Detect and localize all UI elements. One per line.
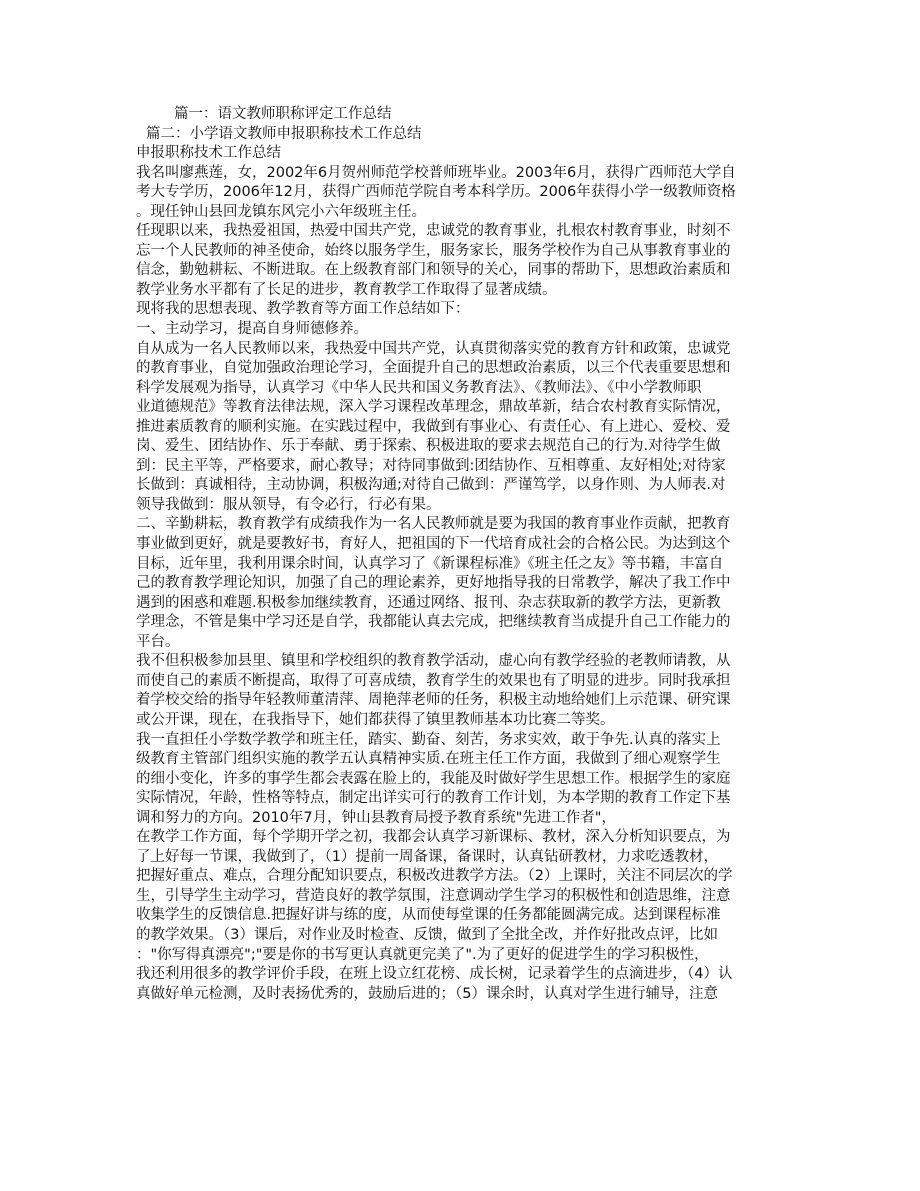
paragraph-line: 我一直担任小学数学教学和班主任，踏实、勤奋、刻苦，务求实效，敢于争先.认真的落实上 bbox=[136, 731, 721, 748]
paragraph-line: 到：民主平等，严格要求，耐心教导；对待同事做到:团结协作、互相尊重、友好相处;对待家 bbox=[136, 457, 726, 474]
paragraph-line: 信念，勤勉耕耘、不断进取。在上级教育部门和领导的关心，同事的帮助下，思想政治素质和 bbox=[136, 262, 731, 279]
paragraph-line: 岗、爱生、团结协作、乐于奉献、勇于探索、积极进取的要求去规范自己的行为.对待学生做 bbox=[136, 438, 721, 455]
paragraph bbox=[136, 515, 786, 652]
paragraph-line: 调和努力的方向。2010年7月，钟山县教育局授予教育系统"先进工作者"， bbox=[136, 809, 616, 826]
paragraph-line: 领导我做到：服从领导，有令必行，行必有果。 bbox=[136, 496, 441, 513]
paragraph-line: 推进素质教育的顺利实施。在实践过程中，我做到有事业心、有责任心、有上进心、爱校、爱 bbox=[136, 418, 731, 435]
heading-part-one: 篇一：语文教师职称评定工作总结 bbox=[174, 106, 392, 122]
paragraph-line: 事业做到更好，就是要教好书，育好人，把祖国的下一代培育成社会的合格公民。为达到这个 bbox=[136, 536, 731, 553]
paragraph-line: 真做好单元检测，及时表扬优秀的，鼓励后进的；（5）课余时，认真对学生进行辅导，注意 bbox=[136, 985, 718, 1002]
document-body bbox=[136, 105, 786, 1004]
heading-part-two: 篇二：小学语文教师申报职称技术工作总结 bbox=[146, 125, 422, 142]
paragraph-line: 业道德规范》等教育法律法规，深入学习课程改革理念，鼎故革新，结合农村教育实际情况， bbox=[136, 399, 731, 416]
paragraph-line: 考大专学历，2006年12月，获得广西师范学院自考本科学历。2006年获得小学一级教师资格 bbox=[136, 184, 736, 201]
paragraph-line: 二、辛勤耕耘，教育教学有成绩我作为一名人民教师就是要为我国的教育事业作贡献，把教育 bbox=[136, 516, 731, 533]
paragraph bbox=[136, 828, 786, 1004]
paragraph-line: 的细小变化，许多的事学生都会表露在脸上的，我能及时做好学生思想工作。根据学生的家庭 bbox=[136, 770, 731, 787]
paragraph-line: 任现职以来，我热爱祖国，热爱中国共产党，忠诚党的教育事业，扎根农村教育事业，时刻不 bbox=[136, 223, 731, 240]
paragraph-line: 科学发展观为指导，认真学习《中华人民共和国义务教育法》、《教师法》、《中小学教师职 bbox=[136, 379, 702, 396]
paragraph-line: 现将我的思想表现、教学教育等方面工作总结如下： bbox=[136, 301, 470, 318]
paragraph-line: 在教学工作方面，每个学期开学之初，我都会认真学习新课标、教材，深入分析知识要点，为 bbox=[136, 829, 731, 846]
paragraph-line: 的教学效果。（3）课后，对作业及时检查、反馈，做到了全批全改，并作好批改点评，比如 bbox=[136, 926, 718, 943]
paragraph-line: 教学业务水平都有了长足的进步，教育教学工作取得了显著成绩。 bbox=[136, 281, 557, 298]
paragraph-line: 己的教育教学理论知识，加强了自己的理论素养，更好地指导我的日常教学，解决了我工作中 bbox=[136, 575, 731, 592]
paragraph-line: 学理念，不管是集中学习还是自学，我都能认真去完成，把继续教育当成提升自己工作能力的 bbox=[136, 614, 731, 631]
paragraph-line: 着学校交给的指导年轻教师董清萍、周艳萍老师的任务，积极主动地给她们上示范课、研究课 bbox=[136, 692, 731, 709]
paragraph-line: 。现任钟山县回龙镇东风完小六年级班主任。 bbox=[136, 203, 426, 220]
paragraph bbox=[136, 652, 786, 730]
paragraph bbox=[136, 222, 786, 300]
paragraph-line: 或公开课，现在，在我指导下，她们都获得了镇里教师基本功比赛二等奖。 bbox=[136, 711, 615, 728]
heading-report-title: 申报职称技术工作总结 bbox=[136, 145, 281, 162]
paragraph bbox=[136, 340, 786, 516]
paragraph-line: 生，引导学生主动学习，营造良好的教学氛围，注意调动学生学习的积极性和创造思维，注意 bbox=[136, 887, 731, 904]
paragraph-line: 的教育事业，自觉加强政治理论学习，全面提升自己的思想政治素质，以三个代表重要思想和 bbox=[136, 360, 731, 377]
paragraph-line: 我还利用很多的教学评价手段，在班上设立红花榜、成长树，记录着学生的点滴进步，（4）认 bbox=[136, 966, 733, 983]
paragraph-line: 我名叫廖燕莲，女，2002年6月贺州师范学校普师班毕业。2003年6月，获得广西师范大学自 bbox=[136, 164, 736, 181]
paragraph-line: 我不但积极参加县里、镇里和学校组织的教育教学活动，虚心向有教学经验的老教师请教，从 bbox=[136, 653, 731, 670]
paragraph-line: 而使自己的素质不断提高，取得了可喜成绩，教育学生的效果也有了明显的进步。同时我承担 bbox=[136, 672, 731, 689]
paragraph bbox=[136, 320, 786, 340]
paragraph-line: 长做到：真诚相待，主动协调，积极沟通;对待自己做到：严谨笃学，以身作则、为人师表.对 bbox=[136, 477, 726, 494]
paragraph-line: 实际情况，年龄，性格等特点，制定出详实可行的教育工作计划，为本学期的教育工作定下基 bbox=[136, 790, 731, 807]
paragraph-line: 忘一个人民教师的神圣使命，始终以服务学生，服务家长，服务学校作为自己从事教育事业的 bbox=[136, 242, 731, 259]
paragraph-line: 目标，近年里，我利用课余时间，认真学习了《新课程标准》《班主任之友》等书籍，丰富自 bbox=[136, 555, 724, 572]
paragraph bbox=[136, 300, 786, 320]
paragraph-line: 了上好每一节课，我做到了，（1）提前一周备课，备课时，认真钻研教材，力求吃透教材， bbox=[136, 848, 718, 865]
paragraph-line: ："你写得真漂亮";"要是你的书写更认真就更完美了".为了更好的促进学生的学习积极性， bbox=[136, 946, 709, 963]
paragraph-line: 把握好重点、难点，合理分配知识要点，积极改进教学方法。（2）上课时，关注不同层次的学 bbox=[136, 868, 733, 885]
paragraph bbox=[136, 731, 786, 829]
paragraph-line: 一、主动学习，提高自身师德修养。 bbox=[136, 321, 368, 338]
paragraph-line: 遇到的困惑和难题.积极参加继续教育，还通过网络、报刊、杂志获取新的教学方法，更新教 bbox=[136, 594, 721, 611]
paragraph-line: 级教育主管部门组织实施的教学五认真精神实质.在班主任工作方面，我做到了细心观察学生 bbox=[136, 751, 721, 768]
paragraph-line: 收集学生的反馈信息.把握好讲与练的度，从而使每堂课的任务都能圆满完成。达到课程标准 bbox=[136, 907, 721, 924]
paragraph-list bbox=[136, 164, 786, 1005]
paragraph bbox=[136, 164, 786, 223]
paragraph-line: 平台。 bbox=[136, 633, 180, 650]
paragraph-line: 自从成为一名人民教师以来，我热爱中国共产党，认真贯彻落实党的教育方针和政策，忠诚党 bbox=[136, 340, 731, 357]
